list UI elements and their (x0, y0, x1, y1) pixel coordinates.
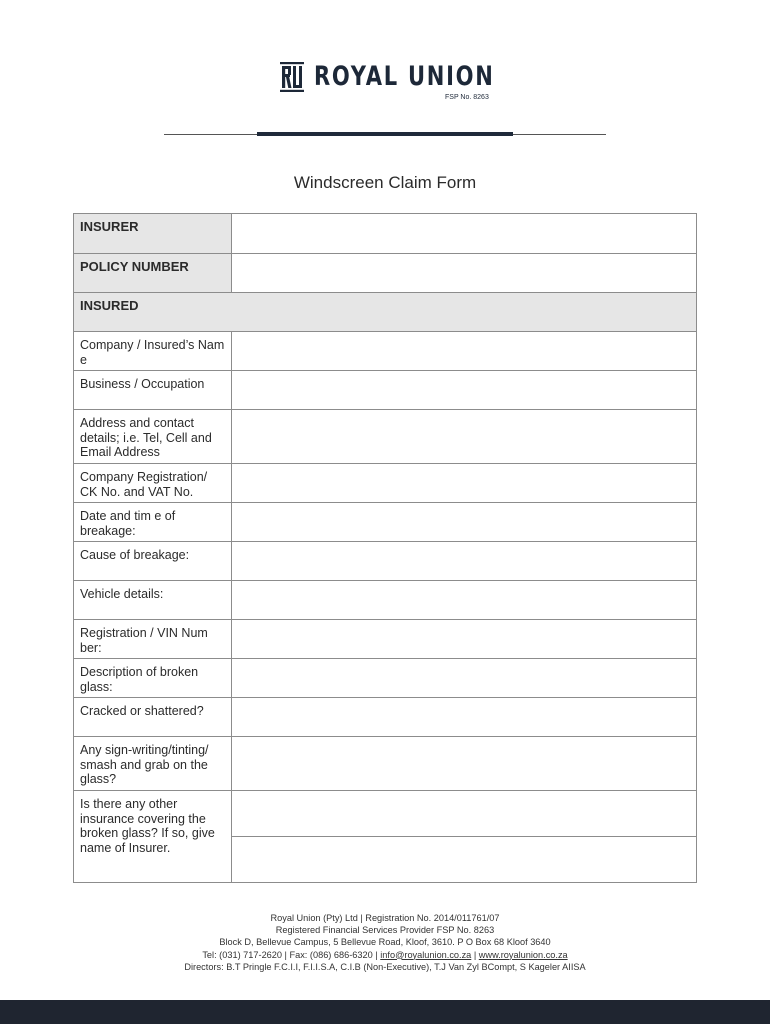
field-cause[interactable] (232, 542, 697, 581)
field-date-time[interactable] (232, 503, 697, 542)
footer-address: Block D, Bellevue Campus, 5 Bellevue Road, Kloof, 3610. P O Box 68 Kloof 3640 (219, 937, 551, 948)
row-other-insurance (74, 791, 697, 837)
row-address (74, 410, 697, 464)
field-registration[interactable] (232, 464, 697, 503)
footer-directors: Directors: B.T Pringle F.C.I.I, F.I.I.S.A, C.I.B (Non-Executive), T.J Van Zyl BCompt, S Kageler AIISA (184, 961, 586, 972)
label-address: Address and contact details; i.e. Tel, Cell and Email Address (74, 410, 232, 464)
footer (0, 912, 770, 973)
label-business: Business / Occupation (74, 371, 232, 410)
field-other-insurance-answer[interactable] (232, 791, 697, 837)
footer-contact (0, 949, 770, 961)
field-other-insurer-name[interactable] (232, 837, 697, 883)
footer-company-registration: Royal Union (Pty) Ltd | Registration No. 2014/011761/07 (270, 913, 500, 923)
label-insurer: INSURER (74, 214, 232, 254)
label-other-insurance: Is there any other insurance covering the broken glass? If so, give name of Insurer. (74, 791, 232, 883)
row-policy-number (74, 254, 697, 293)
field-sign-writing[interactable] (232, 737, 697, 791)
row-insurer (74, 214, 697, 254)
footer-separator: | (471, 949, 479, 960)
label-company-name: Company / Insured’s Nam e (74, 332, 232, 371)
footer-tel-fax: Tel: (031) 717-2620 | Fax: (086) 686-6320 | (202, 949, 381, 960)
field-cracked[interactable] (232, 698, 697, 737)
field-policy-number[interactable] (232, 254, 697, 293)
form-title: Windscreen Claim Form (293, 173, 477, 192)
section-insured: INSURED (74, 293, 697, 332)
row-company-name (74, 332, 697, 371)
row-vin (74, 620, 697, 659)
footer-bar (0, 1000, 770, 1024)
label-registration: Company Registration/ CK No. and VAT No. (74, 464, 232, 503)
field-company-name[interactable] (232, 332, 697, 371)
royal-union-monogram-icon (280, 62, 304, 92)
row-insured-section (74, 293, 697, 332)
field-description[interactable] (232, 659, 697, 698)
label-cracked: Cracked or shattered? (74, 698, 232, 737)
label-description: Description of broken glass: (74, 659, 232, 698)
royal-union-logo (280, 60, 500, 104)
label-date-time: Date and tim e of breakage: (74, 503, 232, 542)
label-sign-writing: Any sign-writing/tinting/ smash and grab on the glass? (74, 737, 232, 791)
row-cracked (74, 698, 697, 737)
field-insurer[interactable] (232, 214, 697, 254)
footer-email-link[interactable]: info@royalunion.co.za (380, 949, 472, 960)
brand-name: ROYAL UNION (314, 61, 495, 92)
row-date-time (74, 503, 697, 542)
field-vehicle[interactable] (232, 581, 697, 620)
label-vin: Registration / VIN Num ber: (74, 620, 232, 659)
label-cause: Cause of breakage: (74, 542, 232, 581)
label-policy-number: POLICY NUMBER (74, 254, 232, 293)
row-business (74, 371, 697, 410)
field-vin[interactable] (232, 620, 697, 659)
row-registration (74, 464, 697, 503)
row-vehicle (74, 581, 697, 620)
footer-fsp: Registered Financial Services Provider FSP No. 8263 (275, 925, 495, 936)
label-vehicle: Vehicle details: (74, 581, 232, 620)
field-address[interactable] (232, 410, 697, 464)
row-cause (74, 542, 697, 581)
row-sign-writing (74, 737, 697, 791)
header-divider-thick (257, 132, 513, 136)
footer-website-link[interactable]: www.royalunion.co.za (478, 949, 568, 960)
field-business[interactable] (232, 371, 697, 410)
claim-form-table (73, 213, 697, 883)
row-description (74, 659, 697, 698)
brand-fsp-number: FSP No. 8263 (445, 94, 489, 101)
